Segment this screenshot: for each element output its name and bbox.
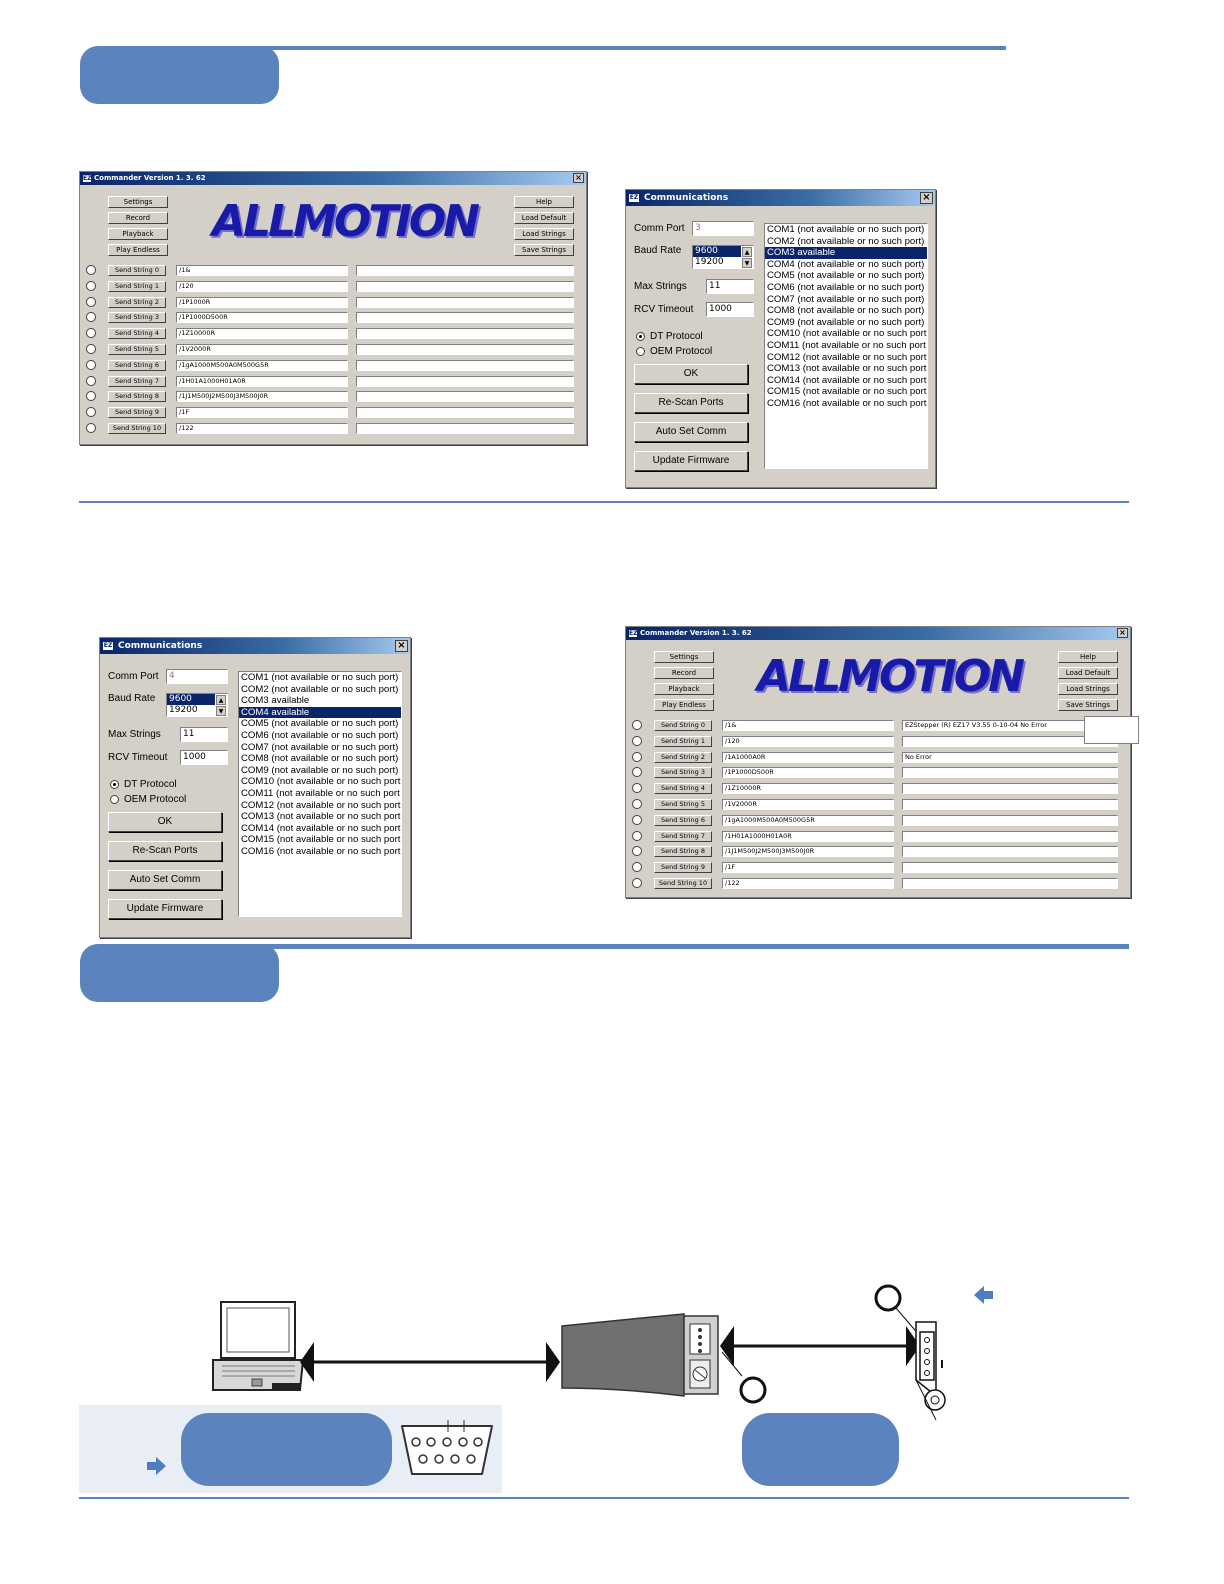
- button-update-firmware[interactable]: Update Firmware: [108, 899, 222, 919]
- command-field[interactable]: /1P1000D500R: [176, 312, 348, 323]
- com-port-item[interactable]: COM7 (not available or no such port): [767, 293, 925, 305]
- button-play-endless[interactable]: Play Endless: [654, 699, 714, 711]
- send-string-button[interactable]: Send String 1: [654, 736, 712, 747]
- button-playback[interactable]: Playback: [654, 683, 714, 695]
- com-port-item[interactable]: COM14 (not available or no such port: [767, 374, 927, 386]
- button-save-strings[interactable]: Save Strings: [1058, 699, 1118, 711]
- response-field: [356, 281, 574, 292]
- response-field: [356, 391, 574, 402]
- send-radio[interactable]: [86, 360, 96, 370]
- max-strings-field[interactable]: 11: [180, 727, 228, 742]
- response-field: EZStepper (R) EZ17 V3.55 0-10-04 No Error: [902, 720, 1118, 731]
- app-icon: EZ: [103, 642, 113, 649]
- communications-titlebar: [626, 190, 935, 206]
- header-tab: [80, 46, 279, 104]
- command-field[interactable]: /1H01A1000H01A0R: [176, 376, 348, 387]
- com-port-item[interactable]: COM7 (not available or no such port): [241, 741, 399, 753]
- app-icon: EZ: [629, 630, 638, 637]
- protocol-radio[interactable]: [636, 347, 645, 356]
- baud-rate-select[interactable]: [166, 693, 228, 717]
- send-radio[interactable]: [632, 878, 642, 888]
- com-port-item[interactable]: COM12 (not available or no such port: [767, 351, 927, 363]
- command-field[interactable]: /1gA1000M500A0M500G5R: [176, 360, 348, 371]
- send-string-button[interactable]: Send String 3: [654, 767, 712, 778]
- send-string-button[interactable]: Send String 4: [108, 328, 166, 339]
- send-string-button[interactable]: Send String 8: [108, 391, 166, 402]
- wiring-diagram: [0, 1270, 1224, 1510]
- send-string-button[interactable]: Send String 6: [108, 360, 166, 371]
- button-play-endless[interactable]: Play Endless: [108, 244, 168, 256]
- protocol-label: DT Protocol: [124, 779, 177, 790]
- send-radio[interactable]: [632, 783, 642, 793]
- send-string-button[interactable]: Send String 10: [654, 878, 712, 889]
- send-string-button[interactable]: Send String 8: [654, 846, 712, 857]
- callout-circle: [876, 1286, 900, 1310]
- comm-port-field[interactable]: 3: [692, 221, 754, 236]
- com-port-item[interactable]: COM5 (not available or no such port): [767, 270, 925, 282]
- window-title: Communications: [644, 193, 729, 203]
- com-port-item[interactable]: COM15 (not available or no such port: [241, 834, 401, 846]
- send-radio[interactable]: [86, 328, 96, 338]
- protocol-label: OEM Protocol: [650, 346, 713, 357]
- comm-port-field[interactable]: 4: [166, 669, 228, 684]
- com-port-item[interactable]: COM2 (not available or no such port): [767, 235, 925, 247]
- arrow-right-icon: [147, 1457, 166, 1475]
- baud-option[interactable]: 9600: [693, 246, 741, 257]
- com-port-item[interactable]: COM13 (not available or no such port: [241, 811, 401, 823]
- protocol-label: DT Protocol: [650, 331, 703, 342]
- command-field[interactable]: /1J1M500J2M500J3M500J0R: [176, 391, 348, 402]
- response-field: [902, 799, 1118, 810]
- com-port-item[interactable]: COM14 (not available or no such port: [241, 822, 401, 834]
- com-port-item[interactable]: COM10 (not available or no such port: [767, 328, 927, 340]
- send-string-button[interactable]: Send String 10: [108, 423, 166, 434]
- button-auto-set-comm[interactable]: Auto Set Comm: [634, 422, 748, 442]
- command-field[interactable]: /1A1000A0R: [722, 752, 894, 763]
- send-radio[interactable]: [86, 297, 96, 307]
- response-field: [902, 862, 1118, 873]
- rcv-timeout-field[interactable]: 1000: [180, 750, 228, 765]
- baud-option[interactable]: 19200: [169, 705, 198, 715]
- commander-titlebar: [80, 172, 586, 185]
- commander-window-2: [625, 626, 1131, 898]
- send-radio[interactable]: [632, 862, 642, 872]
- send-string-button[interactable]: Send String 2: [108, 297, 166, 308]
- callout-box: [1084, 716, 1139, 744]
- send-string-button[interactable]: Send String 7: [108, 376, 166, 387]
- com-port-item[interactable]: COM13 (not available or no such port: [767, 363, 927, 375]
- close-icon[interactable]: ×: [1117, 628, 1128, 638]
- response-field: [356, 407, 574, 418]
- baud-rate-label: Baud Rate: [634, 245, 682, 256]
- send-radio[interactable]: [632, 720, 642, 730]
- response-field: [356, 360, 574, 371]
- communications-titlebar: [100, 638, 410, 654]
- button-ok[interactable]: OK: [634, 364, 748, 384]
- com-port-item[interactable]: COM9 (not available or no such port): [241, 764, 399, 776]
- baud-rate-select[interactable]: [692, 245, 754, 269]
- window-title: Communications: [118, 641, 203, 651]
- com-port-list[interactable]: [764, 223, 928, 469]
- arrow-left-icon: [974, 1286, 993, 1304]
- send-string-button[interactable]: Send String 0: [108, 265, 166, 276]
- com-port-item[interactable]: COM15 (not available or no such port: [767, 386, 927, 398]
- send-radio[interactable]: [86, 281, 96, 291]
- app-icon: EZ: [629, 194, 639, 201]
- com-port-item[interactable]: COM3 available: [765, 247, 927, 259]
- comm-port-label: Comm Port: [108, 671, 159, 682]
- header-rule: [260, 46, 1006, 50]
- window-title: Commander Version 1. 3. 62: [640, 629, 752, 637]
- command-field[interactable]: /1J1M500J2M500J3M500J0R: [722, 846, 894, 857]
- close-icon[interactable]: ×: [920, 192, 933, 204]
- radio-dot: [639, 335, 642, 338]
- send-string-button[interactable]: Send String 4: [654, 783, 712, 794]
- response-field: [356, 297, 574, 308]
- response-field: [902, 815, 1118, 826]
- button-save-strings[interactable]: Save Strings: [514, 244, 574, 256]
- com-port-item[interactable]: COM12 (not available or no such port: [241, 799, 401, 811]
- response-field: [902, 831, 1118, 842]
- allmotion-logo: ALLMOTION: [212, 196, 477, 247]
- command-field[interactable]: /1&: [722, 720, 894, 731]
- commander-window-1: [79, 171, 587, 445]
- protocol-label: OEM Protocol: [124, 794, 187, 805]
- send-radio[interactable]: [86, 344, 96, 354]
- response-field: [902, 846, 1118, 857]
- com-port-item[interactable]: COM11 (not available or no such port: [241, 787, 400, 799]
- com-port-item[interactable]: COM2 (not available or no such port): [241, 683, 399, 695]
- send-string-button[interactable]: Send String 5: [654, 799, 712, 810]
- response-field: [356, 328, 574, 339]
- send-string-button[interactable]: Send String 6: [654, 815, 712, 826]
- com-port-item[interactable]: COM3 available: [241, 695, 310, 707]
- button-load-default[interactable]: Load Default: [1058, 667, 1118, 679]
- board-connector-icon: [916, 1322, 945, 1420]
- max-strings-field[interactable]: 11: [706, 279, 754, 294]
- button-playback[interactable]: Playback: [108, 228, 168, 240]
- baud-option[interactable]: 19200: [695, 257, 724, 267]
- chevron-down-icon[interactable]: ▼: [742, 258, 752, 268]
- command-field[interactable]: /122: [722, 878, 894, 889]
- send-string-button[interactable]: Send String 2: [654, 752, 712, 763]
- send-radio[interactable]: [86, 265, 96, 275]
- max-strings-label: Max Strings: [634, 281, 687, 292]
- com-port-item[interactable]: COM16 (not available or no such port: [767, 397, 927, 409]
- button-re-scan-ports[interactable]: Re-Scan Ports: [108, 841, 222, 861]
- response-field: [356, 265, 574, 276]
- rcv-timeout-label: RCV Timeout: [634, 304, 694, 315]
- send-radio[interactable]: [632, 846, 642, 856]
- button-record[interactable]: Record: [654, 667, 714, 679]
- commander-titlebar: [626, 627, 1130, 640]
- protocol-radio[interactable]: [110, 780, 119, 789]
- baud-option[interactable]: 9600: [167, 694, 215, 705]
- callout-circle: [741, 1378, 765, 1402]
- send-string-button[interactable]: Send String 9: [108, 407, 166, 418]
- command-field[interactable]: /1P1000D500R: [722, 767, 894, 778]
- button-settings[interactable]: Settings: [108, 196, 168, 208]
- com-port-item[interactable]: COM6 (not available or no such port): [241, 729, 399, 741]
- close-icon[interactable]: ×: [573, 173, 584, 183]
- protocol-radio[interactable]: [636, 332, 645, 341]
- send-radio[interactable]: [632, 815, 642, 825]
- send-string-button[interactable]: Send String 0: [654, 720, 712, 731]
- send-string-button[interactable]: Send String 1: [108, 281, 166, 292]
- button-settings[interactable]: Settings: [654, 651, 714, 663]
- command-field[interactable]: /1Z10000R: [176, 328, 348, 339]
- section2-tab: [80, 944, 279, 1002]
- button-load-default[interactable]: Load Default: [514, 212, 574, 224]
- button-load-strings[interactable]: Load Strings: [514, 228, 574, 240]
- baud-rate-label: Baud Rate: [108, 693, 156, 704]
- send-radio[interactable]: [632, 831, 642, 841]
- com-port-item[interactable]: COM16 (not available or no such port: [241, 845, 401, 857]
- close-icon[interactable]: ×: [395, 640, 408, 652]
- chevron-down-icon[interactable]: ▼: [216, 706, 226, 716]
- com-port-item[interactable]: COM6 (not available or no such port): [767, 281, 925, 293]
- button-help[interactable]: Help: [1058, 651, 1118, 663]
- max-strings-label: Max Strings: [108, 729, 161, 740]
- communications-window-1: [625, 189, 936, 488]
- com-port-item[interactable]: COM8 (not available or no such port): [241, 753, 399, 765]
- send-string-button[interactable]: Send String 5: [108, 344, 166, 355]
- send-radio[interactable]: [632, 799, 642, 809]
- com-port-list[interactable]: [238, 671, 402, 917]
- command-field[interactable]: /120: [722, 736, 894, 747]
- send-string-button[interactable]: Send String 9: [654, 862, 712, 873]
- button-re-scan-ports[interactable]: Re-Scan Ports: [634, 393, 748, 413]
- response-field: No Error: [902, 752, 1118, 763]
- radio-dot: [113, 783, 116, 786]
- send-radio[interactable]: [632, 736, 642, 746]
- converter-icon: [562, 1314, 718, 1396]
- com-port-item[interactable]: COM4 (not available or no such port): [767, 258, 925, 270]
- send-radio[interactable]: [86, 407, 96, 417]
- send-radio[interactable]: [86, 391, 96, 401]
- button-record[interactable]: Record: [108, 212, 168, 224]
- send-radio[interactable]: [86, 312, 96, 322]
- button-update-firmware[interactable]: Update Firmware: [634, 451, 748, 471]
- response-field: [902, 767, 1118, 778]
- response-field: [356, 423, 574, 434]
- chevron-up-icon[interactable]: ▲: [742, 247, 752, 257]
- chevron-up-icon[interactable]: ▲: [216, 695, 226, 705]
- command-field[interactable]: /122: [176, 423, 348, 434]
- com-port-item[interactable]: COM9 (not available or no such port): [767, 316, 925, 328]
- command-field[interactable]: /1&: [176, 265, 348, 276]
- com-port-item[interactable]: COM10 (not available or no such port: [241, 776, 401, 788]
- section2-rule: [260, 944, 1129, 949]
- rcv-timeout-field[interactable]: 1000: [706, 302, 754, 317]
- com-port-item[interactable]: COM11 (not available or no such port: [767, 339, 926, 351]
- protocol-radio[interactable]: [110, 795, 119, 804]
- response-field: [356, 344, 574, 355]
- send-radio[interactable]: [86, 423, 96, 433]
- arrow-left-icon: [300, 1342, 560, 1382]
- send-radio[interactable]: [632, 767, 642, 777]
- com-port-item[interactable]: COM5 (not available or no such port): [241, 718, 399, 730]
- command-field[interactable]: /1P1000R: [176, 297, 348, 308]
- command-field[interactable]: /1V2000R: [722, 799, 894, 810]
- com-port-item[interactable]: COM1 (not available or no such port): [767, 224, 925, 235]
- com-port-item[interactable]: COM1 (not available or no such port): [241, 672, 399, 683]
- section-rule: [79, 501, 1129, 503]
- button-ok[interactable]: OK: [108, 812, 222, 832]
- button-load-strings[interactable]: Load Strings: [1058, 683, 1118, 695]
- command-field[interactable]: /1F: [176, 407, 348, 418]
- com-port-item[interactable]: COM4 available: [239, 707, 401, 719]
- laptop-icon: [213, 1302, 303, 1390]
- app-icon: EZ: [83, 175, 92, 182]
- command-field[interactable]: /1gA1000M500A0M500G5R: [722, 815, 894, 826]
- command-field[interactable]: /1H01A1000H01A0R: [722, 831, 894, 842]
- com-port-item[interactable]: COM8 (not available or no such port): [767, 305, 925, 317]
- send-radio[interactable]: [86, 376, 96, 386]
- send-radio[interactable]: [632, 752, 642, 762]
- allmotion-logo: ALLMOTION: [757, 651, 1022, 702]
- send-string-button[interactable]: Send String 7: [654, 831, 712, 842]
- db9-connector-icon: [402, 1420, 492, 1474]
- arrow-right-icon: [720, 1326, 920, 1366]
- command-field[interactable]: /120: [176, 281, 348, 292]
- communications-window-2: [99, 637, 411, 938]
- response-field: [902, 878, 1118, 889]
- response-field: [356, 312, 574, 323]
- comm-port-label: Comm Port: [634, 223, 685, 234]
- button-help[interactable]: Help: [514, 196, 574, 208]
- send-string-button[interactable]: Send String 3: [108, 312, 166, 323]
- command-field[interactable]: /1F: [722, 862, 894, 873]
- rcv-timeout-label: RCV Timeout: [108, 752, 168, 763]
- response-field: [902, 783, 1118, 794]
- window-title: Commander Version 1. 3. 62: [94, 174, 206, 182]
- response-field: [356, 376, 574, 387]
- command-field[interactable]: /1V2000R: [176, 344, 348, 355]
- button-auto-set-comm[interactable]: Auto Set Comm: [108, 870, 222, 890]
- command-field[interactable]: /1Z10000R: [722, 783, 894, 794]
